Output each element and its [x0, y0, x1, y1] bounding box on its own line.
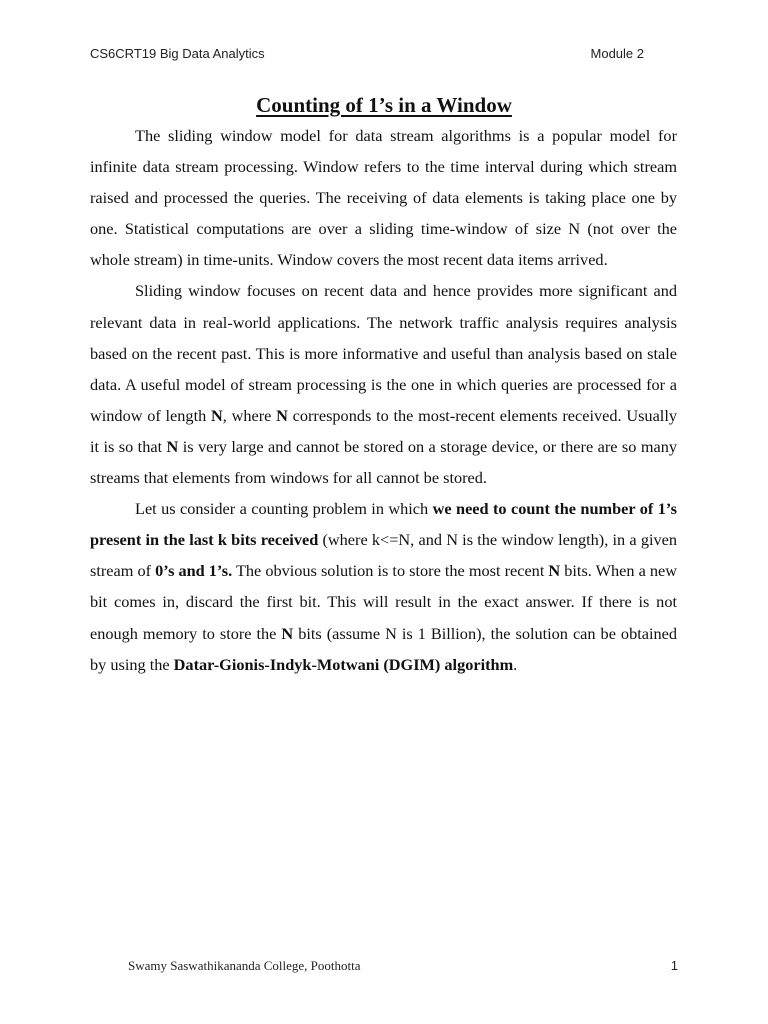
- text-run: The obvious solution is to store the most recent: [232, 561, 549, 581]
- course-title: CS6CRT19 Big Data Analytics: [90, 46, 265, 61]
- bold-text: N: [166, 436, 179, 456]
- bold-text: 0’s and 1’s.: [155, 561, 233, 581]
- paragraph-1: The sliding window model for data stream algorithms is a popular model for infinite data stream processing. Window refers to the time interval during which stream raised and processed the queries. The receiving of data elements is taking place one by one. Statistical computations are over a sliding time-window of size N (not over the whole stream) in time-units. Window covers the most recent data items arrived.: [90, 126, 677, 270]
- text-run: corresponds to the most-recent elements received. Usually it is so that: [90, 405, 677, 456]
- text-run: Sliding window focuses on recent data and hence provides more significant and relevant data in real-world applications. The network traffic analysis requires analysis based on the recent past. This is more informative and useful than analysis based on stale data. A useful model of stream processing is the one in which queries are processed for a window of length: [90, 281, 677, 425]
- text-run: bits. When a new bit comes in, discard the first bit. This will result in the exact answer. If there is not enough memory to store the: [90, 561, 677, 643]
- section-title: Counting of 1’s in a Window: [256, 93, 512, 117]
- text-run: (where k<=N, and N is the window length), in a given stream of: [90, 530, 678, 581]
- bold-text: we need to count the number of 1’s present in the last k bits received: [90, 499, 677, 550]
- paragraph-2: [90, 275, 677, 493]
- text-run: Let us consider a counting problem in which: [135, 499, 433, 519]
- college-name: Swamy Saswathikananda College, Poothotta: [128, 958, 361, 973]
- paragraph-3: [90, 493, 677, 680]
- page-number: 1: [670, 958, 678, 973]
- text-run: is very large and cannot be stored on a storage device, or there are so many streams that elements from windows for all cannot be stored.: [90, 436, 677, 488]
- bold-text: N: [276, 405, 288, 425]
- bold-text: Datar-Gionis-Indyk-Motwani (DGIM) algorithm: [173, 654, 514, 674]
- bold-text: N: [211, 405, 223, 425]
- text-run: bits (assume N is 1 Billion), the solution can be obtained by using the: [90, 623, 677, 674]
- text-run: , where: [222, 405, 277, 425]
- bold-text: N: [548, 561, 561, 581]
- document-body: [90, 120, 677, 680]
- module-label: Module 2: [590, 46, 644, 61]
- text-run: .: [513, 654, 518, 674]
- bold-text: N: [281, 623, 294, 643]
